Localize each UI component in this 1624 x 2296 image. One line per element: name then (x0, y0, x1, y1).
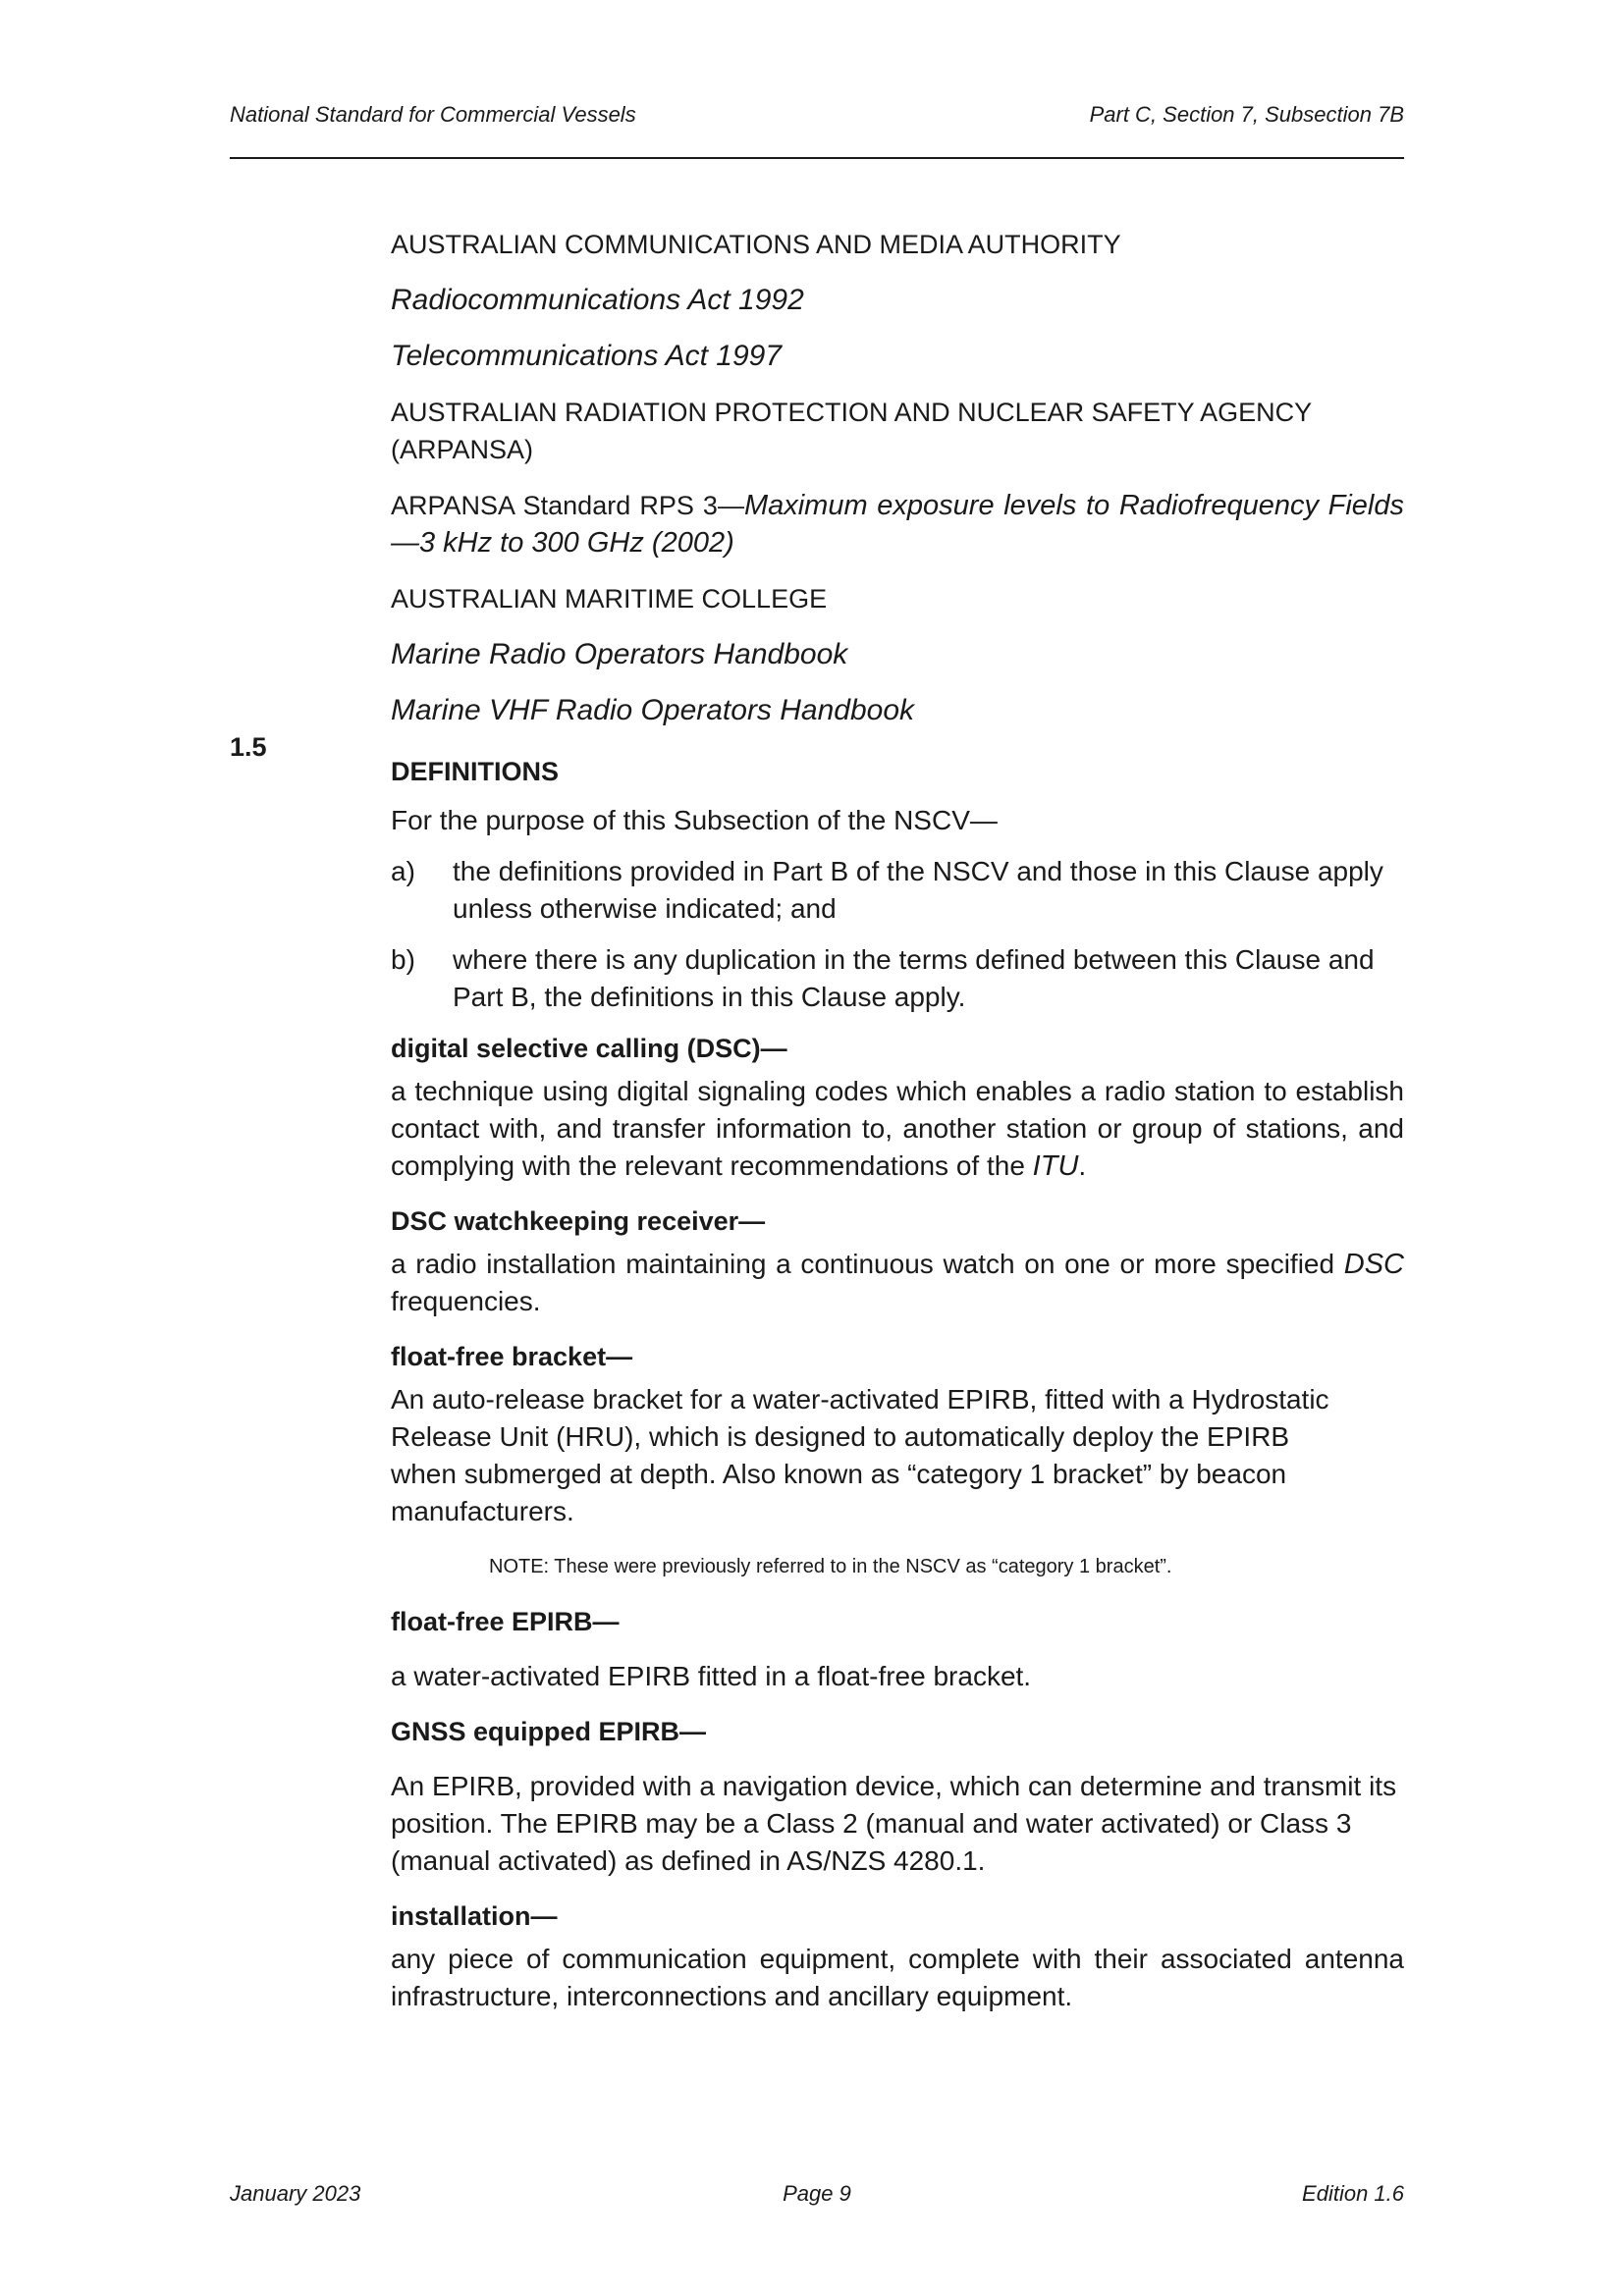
list-item-letter: b) (391, 944, 415, 975)
footer-date: January 2023 (230, 2181, 361, 2206)
list-item (391, 853, 1404, 928)
definition-text-dsc-receiver-tail: frequencies. (391, 1286, 541, 1316)
page-footer (230, 2181, 1404, 2211)
definition-text-dsc-emphasis: ITU (1032, 1150, 1079, 1182)
header-document-title: National Standard for Commercial Vessels (230, 102, 636, 127)
reference-telecommunications-act: Telecommunications Act 1997 (391, 340, 782, 372)
definition-text-dsc-receiver (391, 1246, 1404, 1320)
definition-term-installation: installation— (391, 1901, 558, 1931)
list-item (391, 941, 1404, 1016)
reference-rps3-prefix: ARPANSA Standard RPS 3— (391, 491, 744, 520)
list-item-text: the definitions provided in Part B of the NSCV and those in this Clause apply unless otherwise indicated; and (453, 856, 1383, 924)
page-body (391, 226, 1404, 2033)
definition-text-dsc-tail: . (1078, 1150, 1087, 1181)
definition-note-float-free-bracket: NOTE: These were previously referred to in the NSCV as “category 1 bracket”. (489, 1556, 1172, 1577)
definition-text-float-free-epirb: a water-activated EPIRB fitted in a float-free bracket. (391, 1661, 1032, 1691)
reference-marine-vhf-handbook: Marine VHF Radio Operators Handbook (391, 694, 915, 726)
reference-amc: AUSTRALIAN MARITIME COLLEGE (391, 584, 828, 614)
reference-arpansa: AUSTRALIAN RADIATION PROTECTION AND NUCLEAR SAFETY AGENCY (ARPANSA) (391, 398, 1312, 464)
footer-page-number: Page 9 (783, 2181, 851, 2206)
definition-term-dsc: digital selective calling (DSC)— (391, 1034, 787, 1063)
definition-term-dsc-receiver: DSC watchkeeping receiver— (391, 1206, 766, 1236)
header-section-reference: Part C, Section 7, Subsection 7B (1089, 102, 1404, 127)
reference-rps3-title: Maximum exposure levels to Radiofrequency Fields—3 kHz to 300 GHz (2002) (391, 490, 1404, 559)
definition-text-float-free-bracket: An auto-release bracket for a water-activated EPIRB, fitted with a Hydrostatic Release Unit (HRU), which is designed to automatically deploy the EPIRB when submerged at depth. Also known as “category 1 bracket” by beacon manufacturers. (391, 1384, 1329, 1526)
section-title: DEFINITIONS (391, 757, 560, 786)
list-item-text: where there is any duplication in the terms defined between this Clause and Part B, the definitions in this Clause apply. (453, 944, 1375, 1012)
definition-text-dsc-body: a technique using digital signaling codes which enables a radio station to establish contact with, and transfer information to, another station or group of stations, and complying with the relevant recommendations of the (391, 1076, 1404, 1181)
footer-edition: Edition 1.6 (1302, 2181, 1404, 2206)
list-item-letter: a) (391, 856, 415, 886)
reference-marine-radio-handbook: Marine Radio Operators Handbook (391, 638, 848, 670)
reference-acma: AUSTRALIAN COMMUNICATIONS AND MEDIA AUTHORITY (391, 230, 1121, 259)
definition-text-installation: any piece of communication equipment, complete with their associated antenna infrastructure, interconnections and ancillary equipment. (391, 1944, 1404, 2011)
reference-rps3 (391, 487, 1404, 561)
definition-text-gnss-epirb: An EPIRB, provided with a navigation device, which can determine and transmit its position. The EPIRB may be a Class 2 (manual and water activated) or Class 3 (manual activated) as defined in AS/NZS 4280.1. (391, 1771, 1397, 1876)
page-header (230, 102, 1404, 132)
reference-radiocommunications-act: Radiocommunications Act 1992 (391, 284, 804, 316)
section-intro: For the purpose of this Subsection of the NSCV— (391, 805, 998, 835)
definition-text-dsc (391, 1073, 1404, 1185)
definition-term-float-free-epirb: float-free EPIRB— (391, 1607, 620, 1636)
header-divider (230, 157, 1404, 159)
definition-term-float-free-bracket: float-free bracket— (391, 1342, 633, 1371)
definition-text-dsc-receiver-body: a radio installation maintaining a continuous watch on one or more specified (391, 1249, 1344, 1279)
definition-term-gnss-epirb: GNSS equipped EPIRB— (391, 1717, 707, 1746)
section-number: 1.5 (230, 732, 267, 762)
definition-text-dsc-receiver-emphasis: DSC (1343, 1249, 1404, 1280)
